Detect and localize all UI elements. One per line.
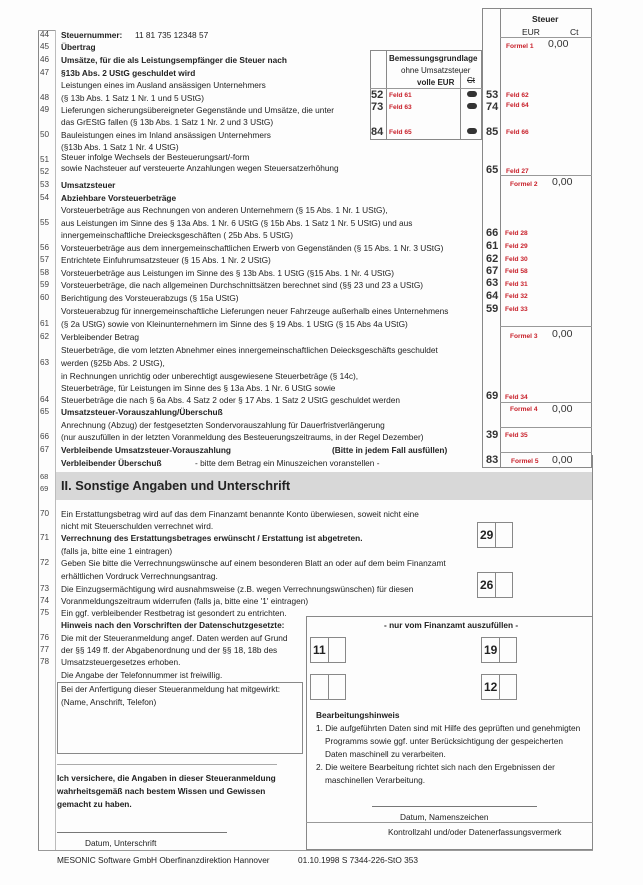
tax-number-value: 11 81 735 12348 57 — [135, 30, 209, 40]
feld-30[interactable]: Feld 30 — [505, 256, 528, 263]
kz-52: 52 — [371, 89, 384, 101]
assurance-line1: Ich versichere, die Angaben in dieser Steueranmeldung — [57, 773, 276, 783]
line-number: 67 — [40, 445, 50, 454]
line-text: Hinweis nach den Vorschriften der Datenschutzgesetzte: — [61, 620, 285, 630]
kz-67: 67 — [486, 265, 499, 277]
line-text: werden (§25b Abs. 2 UStG), — [61, 358, 165, 368]
line-text: Die Angabe der Telefonnummer ist freiwillig. — [61, 670, 223, 680]
formel3-label: Formel 3 — [510, 333, 538, 340]
box-19-label: 19 — [482, 638, 500, 662]
line-text: Vorsteuerbeträge aus dem innergemeinschaftlichen Erwerb von Gegenständen (§ 15 Abs. 1 Nr. 3 UStG) — [61, 243, 444, 253]
base-title: Bemessungsgrundlage — [389, 54, 478, 63]
box-29[interactable] — [477, 522, 513, 548]
base-column-divider — [386, 50, 387, 140]
feld-66[interactable]: Feld 66 — [506, 129, 529, 136]
line-number: 48 — [40, 93, 50, 102]
line-number: 56 — [40, 243, 50, 252]
feld-35[interactable]: Feld 35 — [505, 432, 528, 439]
line-number: 44 — [40, 30, 50, 39]
kz-53: 53 — [486, 89, 499, 101]
line-text: Verrechnung des Erstattungsbetrages erwünscht / Erstattung ist abgetreten. — [61, 533, 363, 543]
hint2-line1: 2. Die weitere Bearbeitung richtet sich nach den Ergebnissen der — [316, 762, 555, 772]
signature-line[interactable] — [57, 832, 227, 833]
line-text: nicht mit Steuerschulden verrechnet wird. — [61, 521, 214, 531]
line-text: Berichtigung des Vorsteuerabzugs (§ 15a UStG) — [61, 293, 239, 303]
control-label: Kontrollzahl und/oder Datenerfassungsvermerk — [388, 827, 562, 837]
line-number: 61 — [40, 319, 50, 328]
line-text: Steuerbeträge, für Leistungen im Sinne des § 13a Abs. 1 Nr. 6 UStG sowie — [61, 383, 336, 393]
feld-61[interactable]: Feld 61 — [389, 92, 412, 99]
line-number: 75 — [40, 608, 50, 617]
line-text: sowie Nachsteuer auf versteuerte Anzahlungen wegen Steuersatzerhöhung — [61, 163, 339, 173]
kz-64: 64 — [486, 290, 499, 302]
kz-62: 62 — [486, 253, 499, 265]
line-text: (§13b Abs. 1 Satz 1 Nr. 4 UStG) — [61, 142, 179, 152]
helper-box-line1: Bei der Anfertigung dieser Steueranmeldung hat mitgewirkt: — [61, 684, 281, 694]
kz-65: 65 — [486, 164, 499, 176]
line-text: (falls ja, bitte eine 1 eintragen) — [61, 546, 173, 556]
line-text: Die Einzugsermächtigung wird ausnahmsweise (z.B. wegen Verrechnungswünschen) für diesen — [61, 584, 414, 594]
divider — [500, 402, 592, 403]
line-number: 54 — [40, 193, 50, 202]
line-number: 53 — [40, 180, 50, 189]
line-text: Anrechnung (Abzug) der festgesetzten Sondervorauszahlung für Dauerfristverlängerung — [61, 420, 385, 430]
kz-39: 39 — [486, 429, 499, 441]
base-full-eur: volle EUR — [417, 78, 455, 87]
tax-column-divider — [500, 8, 501, 468]
kz-83: 83 — [486, 454, 499, 466]
tax-ct-header: Ct — [570, 27, 579, 37]
number-column-border — [55, 30, 56, 850]
line-number: 68 — [40, 472, 49, 481]
line-number: 64 — [40, 395, 50, 404]
line-number: 77 — [40, 645, 50, 654]
line-text: (§ 13b Abs. 1 Satz 1 Nr. 1 und 5 UStG) — [61, 93, 204, 103]
line-number: 69 — [40, 484, 49, 493]
feld-31[interactable]: Feld 31 — [505, 281, 528, 288]
formel2-label: Formel 2 — [510, 181, 538, 188]
line-number: 55 — [40, 218, 50, 227]
marker-oval-icon — [467, 91, 477, 97]
line-text: Vorsteuerbeträge aus Leistungen im Sinne des § 13b Abs. 1 UStG (§15 Abs. 1 Nr. 4 UStG) — [61, 268, 394, 278]
box-12-label: 12 — [482, 675, 500, 699]
kz-74: 74 — [486, 101, 499, 113]
line-number: 76 — [40, 633, 50, 642]
line-number: 58 — [40, 268, 50, 277]
section-title: II. Sonstige Angaben und Unterschrift — [61, 478, 291, 493]
hint2-line2: maschinellen Verarbeitung. — [325, 775, 426, 785]
line-number: 50 — [40, 130, 50, 139]
box-12[interactable] — [481, 674, 517, 700]
line-text: innergemeinschaftliche Dreiecksgeschäften ( 25b Abs. 5 UStG) — [61, 230, 293, 240]
formel5-value[interactable]: 0,00 — [552, 454, 573, 466]
feld-29[interactable]: Feld 29 — [505, 243, 528, 250]
box-26-label: 26 — [478, 573, 496, 597]
line-text: erhältlichen Vordruck Verrechnungsantrag. — [61, 571, 218, 581]
tax-number-label: Steuernummer: — [61, 30, 123, 40]
tax-eur-header: EUR — [522, 27, 540, 37]
line-text: Steuerbeträge die nach § 6a Abs. 4 Satz 2 oder § 17 Abs. 1 Satz 2 UStG geschuldet werden — [61, 395, 401, 405]
formel4-label: Formel 4 — [510, 406, 538, 413]
hint-title: Bearbeitungshinweis — [316, 710, 400, 720]
line-text: Verbleibender Betrag — [61, 332, 139, 342]
feld-58[interactable]: Feld 58 — [505, 268, 528, 275]
box-26[interactable] — [477, 572, 513, 598]
kz-73: 73 — [371, 101, 384, 113]
feld-64[interactable]: Feld 64 — [506, 102, 529, 109]
signature-label: Datum, Unterschrift — [85, 838, 157, 848]
line-text: Verbleibende Umsatzsteuer-Vorauszahlung — [61, 445, 231, 455]
line-text: (nur auszufüllen in der letzten Voranmeldung des Besteuerungszeitraums, in der Regel Dezember) — [61, 432, 424, 442]
marker-oval-icon — [467, 128, 477, 134]
bottom-border — [38, 850, 593, 851]
base-ct-divider — [460, 73, 461, 140]
divider — [500, 452, 592, 453]
line-text: Ein Erstattungsbetrag wird auf das dem Finanzamt benannte Konto überwiesen, soweit nicht eine — [61, 509, 419, 519]
line-number: 59 — [40, 280, 50, 289]
hint1-line2: Programms sowie ggf. unter Berücksichtigung der gespeicherten — [325, 736, 563, 746]
divider — [500, 175, 592, 176]
line-text: in Rechnungen unrichtig oder unberechtigt ausgewiesene Steuerbeträge (§ 14c), — [61, 371, 359, 381]
kz-66: 66 — [486, 227, 499, 239]
minus-hint: - bitte dem Betrag ein Minuszeichen voranstellen - — [195, 458, 380, 468]
line-text: Umsätze, für die als Leistungsempfänger die Steuer nach — [61, 55, 287, 65]
line-text: der §§ 149 ff. der Abgabenordnung und der §§ 18, 18b des — [61, 645, 278, 655]
line-number: 60 — [40, 293, 50, 302]
line-text: Entrichtete Einfuhrumsatzsteuer (§ 15 Abs. 1 Nr. 2 UStG) — [61, 255, 271, 265]
divider — [500, 427, 592, 428]
line-text: Voranmeldungszeitraum widerrufen (falls ja, bitte eine '1' eintragen) — [61, 596, 309, 606]
line-number: 57 — [40, 255, 50, 264]
formel1-label: Formel 1 — [506, 43, 534, 50]
line-text: Ein ggf. verbleibender Restbetrag ist gesondert zu entrichten. — [61, 608, 287, 618]
line-text: Umsatzsteuer — [61, 180, 116, 190]
feld-32[interactable]: Feld 32 — [505, 293, 528, 300]
feld-65[interactable]: Feld 65 — [389, 129, 412, 136]
formel3-value[interactable]: 0,00 — [552, 328, 573, 340]
line-number: 70 — [40, 509, 50, 518]
assurance-line2: wahrheitsgemäß nach bestem Wissen und Gewissen — [57, 786, 266, 796]
feld-63[interactable]: Feld 63 — [389, 104, 412, 111]
box-19[interactable] — [481, 637, 517, 663]
office-divider — [306, 822, 593, 823]
line-number: 65 — [40, 407, 50, 416]
hint1-line3: Daten maschinell zu verarbeiten. — [325, 749, 446, 759]
hint1-line1: 1. Die aufgeführten Daten sind mit Hilfe des geprüften und genehmigten — [316, 723, 581, 733]
box-blank-label — [311, 675, 329, 699]
line-text: Vorsteuerbeträge, die nach allgemeinen Durchschnittsätzen berechnet sind (§§ 23 und 23 a UStG) — [61, 280, 424, 290]
kz-63: 63 — [486, 277, 499, 289]
line-text: Bauleistungen eines im Inland ansässigen Unternehmers — [61, 130, 271, 140]
tax-column-title: Steuer — [532, 14, 559, 24]
helper-divider — [57, 764, 277, 765]
feld-33[interactable]: Feld 33 — [505, 306, 528, 313]
formel2-value[interactable]: 0,00 — [552, 176, 573, 188]
kz-61: 61 — [486, 240, 499, 252]
line-text: Vorsteuerabzug für innergemeinschaftliche Lieferungen neuer Fahrzeuge außerhalb eines Unternehmens — [61, 306, 449, 316]
office-title: - nur vom Finanzamt auszufüllen - — [384, 620, 519, 630]
feld-28[interactable]: Feld 28 — [505, 230, 528, 237]
line-text: Abziehbare Vorsteuerbeträge — [61, 193, 177, 203]
kz-69: 69 — [486, 390, 499, 402]
office-sign-line[interactable] — [372, 806, 537, 807]
helper-box-line2: (Name, Anschrift, Telefon) — [61, 697, 157, 707]
feld-62[interactable]: Feld 62 — [506, 92, 529, 99]
line-text: Übertrag — [61, 42, 96, 52]
kz-59: 59 — [486, 303, 499, 315]
line-number: 71 — [40, 533, 50, 542]
line-text: Vorsteuerbeträge aus Rechnungen von anderen Unternehmern (§ 15 Abs. 1 Nr. 1 UStG), — [61, 205, 388, 215]
line-text: Steuerbeträge, die vom letzten Abnehmer eines innergemeinschaftlichen Deiecksgeschäfts geschuldet — [61, 345, 438, 355]
line-number: 46 — [40, 55, 50, 64]
line-text: Geben Sie bitte die Verrechnungswünsche auf einem besonderen Blatt an oder auf dem beim Finanzamt — [61, 558, 446, 568]
line-text: Umsatzsteuer-Vorauszahlung/Überschuß — [61, 407, 223, 417]
box-11[interactable] — [310, 637, 346, 663]
base-subtitle: ohne Umsatzsteuer — [401, 66, 471, 75]
line-number: 78 — [40, 657, 50, 666]
footer-form-id: 01.10.1998 S 7344-226-StO 353 — [298, 855, 418, 865]
line-number: 62 — [40, 332, 50, 341]
feld-27[interactable]: Feld 27 — [506, 168, 529, 175]
base-header-divider — [370, 88, 482, 89]
tax-header-divider — [500, 37, 592, 38]
box-11-label: 11 — [311, 638, 329, 662]
kz-85: 85 — [486, 126, 499, 138]
base-ct-crossed: Ct — [467, 76, 475, 85]
feld-34[interactable]: Feld 34 — [505, 394, 528, 401]
line-text: aus Leistungen im Sinne des § 13a Abs. 1 Nr. 6 UStG (§ 15b Abs. 1 Satz 1 Nr. 5 UStG) und aus — [61, 218, 413, 228]
line-number: 66 — [40, 432, 50, 441]
line-text: §13b Abs. 2 UStG geschuldet wird — [61, 68, 196, 78]
marker-oval-icon — [467, 103, 477, 109]
line-number: 45 — [40, 42, 50, 51]
fill-always-note: (Bitte in jedem Fall ausfüllen) — [332, 445, 448, 455]
line-number: 49 — [40, 105, 50, 114]
line-number: 72 — [40, 558, 50, 567]
line-number: 74 — [40, 596, 50, 605]
box-blank[interactable] — [310, 674, 346, 700]
box-29-label: 29 — [478, 523, 496, 547]
office-sign-label: Datum, Namenszeichen — [400, 812, 489, 822]
kz-84: 84 — [371, 126, 384, 138]
assurance-line3: gemacht zu haben. — [57, 799, 132, 809]
line-text: Verbleibender Überschuß — [61, 458, 162, 468]
line-text: Die mit der Steueranmeldung angef. Daten werden auf Grund — [61, 633, 288, 643]
line-text: das GrEStG fallen (§ 13b Abs. 1 Satz 1 Nr. 2 und 3 UStG) — [61, 117, 274, 127]
line-text: Steuer infolge Wechsels der Besteuerungsart/-form — [61, 152, 250, 162]
line-number: 63 — [40, 358, 50, 367]
left-border — [38, 30, 39, 850]
line-number: 51 — [40, 155, 50, 164]
line-number: 52 — [40, 167, 50, 176]
line-text: Lieferungen sicherungsübereigneter Gegenstände und Umsätze, die unter — [61, 105, 335, 115]
line-number: 73 — [40, 584, 50, 593]
footer-publisher: MESONIC Software GmbH Oberfinanzdirektion Hannover — [57, 855, 270, 865]
divider — [500, 326, 592, 327]
line-text: Leistungen eines im Ausland ansässigen Unternehmers — [61, 80, 266, 90]
line-text: (§ 2a UStG) sowie von Kleinunternehmern im Sinne des § 19 Abs. 1 UStG (§ 15 Abs 4a UStG) — [61, 319, 408, 329]
formel5-label: Formel 5 — [511, 458, 539, 465]
line-number: 47 — [40, 68, 50, 77]
tax-column — [482, 8, 592, 468]
line-text: Umsatzsteuergesetzes erhoben. — [61, 657, 181, 667]
formel1-value[interactable]: 0,00 — [548, 38, 569, 50]
formel4-value[interactable]: 0,00 — [552, 403, 573, 415]
